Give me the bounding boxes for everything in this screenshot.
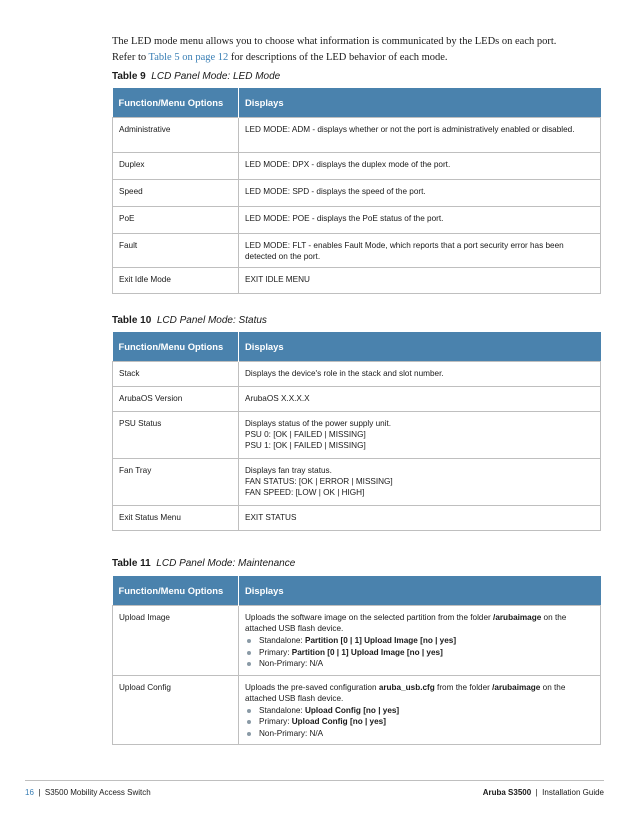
table-row: [113, 180, 601, 207]
table10-number: Table 10: [112, 315, 152, 326]
display-cell: EXIT IDLE MENU: [239, 268, 601, 294]
list-item: [245, 728, 594, 740]
display-cell: LED MODE: ADM - displays whether or not the port is administratively enabled or disabled.: [239, 118, 601, 153]
table9-number: Table 9: [112, 71, 146, 82]
desc-text: from the folder: [434, 682, 493, 692]
bullet-label: Non-Primary: N/A: [259, 659, 324, 668]
display-cell: [239, 412, 601, 459]
display-cell: LED MODE: DPX - displays the duplex mode of the port.: [239, 153, 601, 180]
intro-line-1: The LED mode menu allows you to choose what information is communicated by the LEDs on each port.: [112, 36, 557, 47]
table11-number: Table 11: [112, 558, 151, 569]
table10-status: [112, 332, 601, 531]
folder-path: /arubaimage: [492, 682, 541, 692]
intro-refer-prefix: Refer to: [112, 52, 149, 63]
desc-text: Uploads the software image on the selected partition from the folder: [245, 613, 494, 622]
list-item: [245, 716, 594, 728]
display-cell: LED MODE: SPD - displays the speed of the port.: [239, 180, 601, 207]
display-cell: LED MODE: POE - displays the PoE status of the port.: [239, 207, 601, 234]
display-cell: [239, 459, 601, 506]
option-cell: ArubaOS Version: [113, 387, 239, 412]
option-cell: Fan Tray: [113, 459, 239, 506]
display-cell: [239, 606, 601, 676]
list-item: [245, 635, 594, 647]
table11-maintenance: [112, 576, 601, 745]
table11-caption: [112, 558, 295, 569]
table9-caption: [112, 71, 280, 82]
config-filename: aruba_usb.cfg: [378, 682, 435, 692]
intro-refer-suffix: for descriptions of the LED behavior of each mode.: [228, 52, 448, 63]
table11-title: LCD Panel Mode: Maintenance: [156, 558, 296, 569]
column-header: Function/Menu Options: [113, 88, 239, 118]
table9-led-mode: [112, 88, 601, 294]
column-header: Displays: [239, 88, 601, 118]
option-cell: Upload Config: [113, 675, 239, 745]
table-row: [113, 207, 601, 234]
table-row: [113, 412, 601, 459]
display-line: FAN STATUS: [OK | ERROR | MISSING]: [245, 477, 393, 486]
table10-caption: [112, 315, 267, 326]
footer-doc-title: S3500 Mobility Access Switch: [44, 788, 151, 797]
display-line: PSU 0: [OK | FAILED | MISSING]: [245, 430, 366, 439]
table9-title: LCD Panel Mode: LED Mode: [151, 71, 281, 82]
bullet-list: [245, 635, 594, 670]
option-cell: Administrative: [113, 118, 239, 153]
display-cell: [239, 675, 601, 745]
display-line: PSU 1: [OK | FAILED | MISSING]: [245, 441, 366, 450]
footer-right: [483, 788, 604, 797]
display-line: Displays status of the power supply unit.: [245, 419, 392, 428]
desc-text: Uploads the pre-saved configuration: [245, 682, 379, 692]
column-header: Function/Menu Options: [113, 576, 239, 606]
table-row: [113, 387, 601, 412]
table-row: [113, 675, 601, 745]
bullet-value: Partition [0 | 1] Upload Image [no | yes]: [304, 636, 457, 645]
footer-guide-title: Installation Guide: [542, 788, 604, 797]
table-row: [113, 459, 601, 506]
footer-separator: |: [38, 788, 41, 797]
bullet-label: Primary:: [259, 647, 292, 657]
display-line: FAN SPEED: [LOW | OK | HIGH]: [245, 488, 365, 497]
display-cell: ArubaOS X.X.X.X: [239, 387, 601, 412]
option-cell: Fault: [113, 234, 239, 268]
table10-header-row: [113, 332, 601, 362]
column-header: Displays: [239, 576, 601, 606]
bullet-value: Upload Config [no | yes]: [291, 717, 386, 726]
footer-divider: [25, 780, 604, 781]
option-cell: Stack: [113, 362, 239, 387]
bullet-value: Upload Config [no | yes]: [304, 705, 400, 715]
page-number: 16: [25, 788, 34, 797]
table-row: [113, 118, 601, 153]
display-cell: EXIT STATUS: [239, 506, 601, 531]
list-item: [245, 647, 594, 659]
table11-header-row: [113, 576, 601, 606]
footer-separator: |: [535, 788, 538, 797]
column-header: Displays: [239, 332, 601, 362]
footer-product-name: Aruba S3500: [482, 788, 532, 797]
option-cell: PSU Status: [113, 412, 239, 459]
bullet-label: Standalone:: [259, 705, 305, 715]
bullet-label: Standalone:: [259, 636, 305, 645]
table-row: [113, 606, 601, 676]
display-cell: LED MODE: FLT - enables Fault Mode, which reports that a port security error has been detected on the port.: [239, 234, 601, 268]
option-cell: Exit Idle Mode: [113, 268, 239, 294]
option-cell: PoE: [113, 207, 239, 234]
desc-text: on the attached USB flash device.: [245, 613, 567, 633]
table-row: [113, 506, 601, 531]
table-row: [113, 268, 601, 294]
table5-reference-link[interactable]: Table 5 on page 12: [148, 52, 229, 63]
option-cell: Duplex: [113, 153, 239, 180]
bullet-label: Primary:: [259, 717, 292, 726]
bullet-list: [245, 705, 594, 740]
folder-path: /arubaimage: [493, 613, 542, 622]
list-item: [245, 658, 594, 670]
display-line: Displays fan tray status.: [245, 466, 332, 475]
option-cell: Speed: [113, 180, 239, 207]
bullet-value: Partition [0 | 1] Upload Image [no | yes]: [291, 647, 443, 657]
option-cell: Upload Image: [113, 606, 239, 676]
table-row: [113, 153, 601, 180]
desc-text: on the attached USB flash device.: [245, 682, 566, 703]
display-cell: Displays the device's role in the stack and slot number.: [239, 362, 601, 387]
footer-left: [25, 788, 151, 797]
list-item: [245, 705, 594, 717]
table10-title: LCD Panel Mode: Status: [156, 315, 267, 326]
option-cell: Exit Status Menu: [113, 506, 239, 531]
intro-paragraph: [112, 34, 612, 66]
bullet-label: Non-Primary: N/A: [259, 728, 324, 738]
table9-header-row: [113, 88, 601, 118]
table-row: [113, 362, 601, 387]
column-header: Function/Menu Options: [113, 332, 239, 362]
table-row: [113, 234, 601, 268]
